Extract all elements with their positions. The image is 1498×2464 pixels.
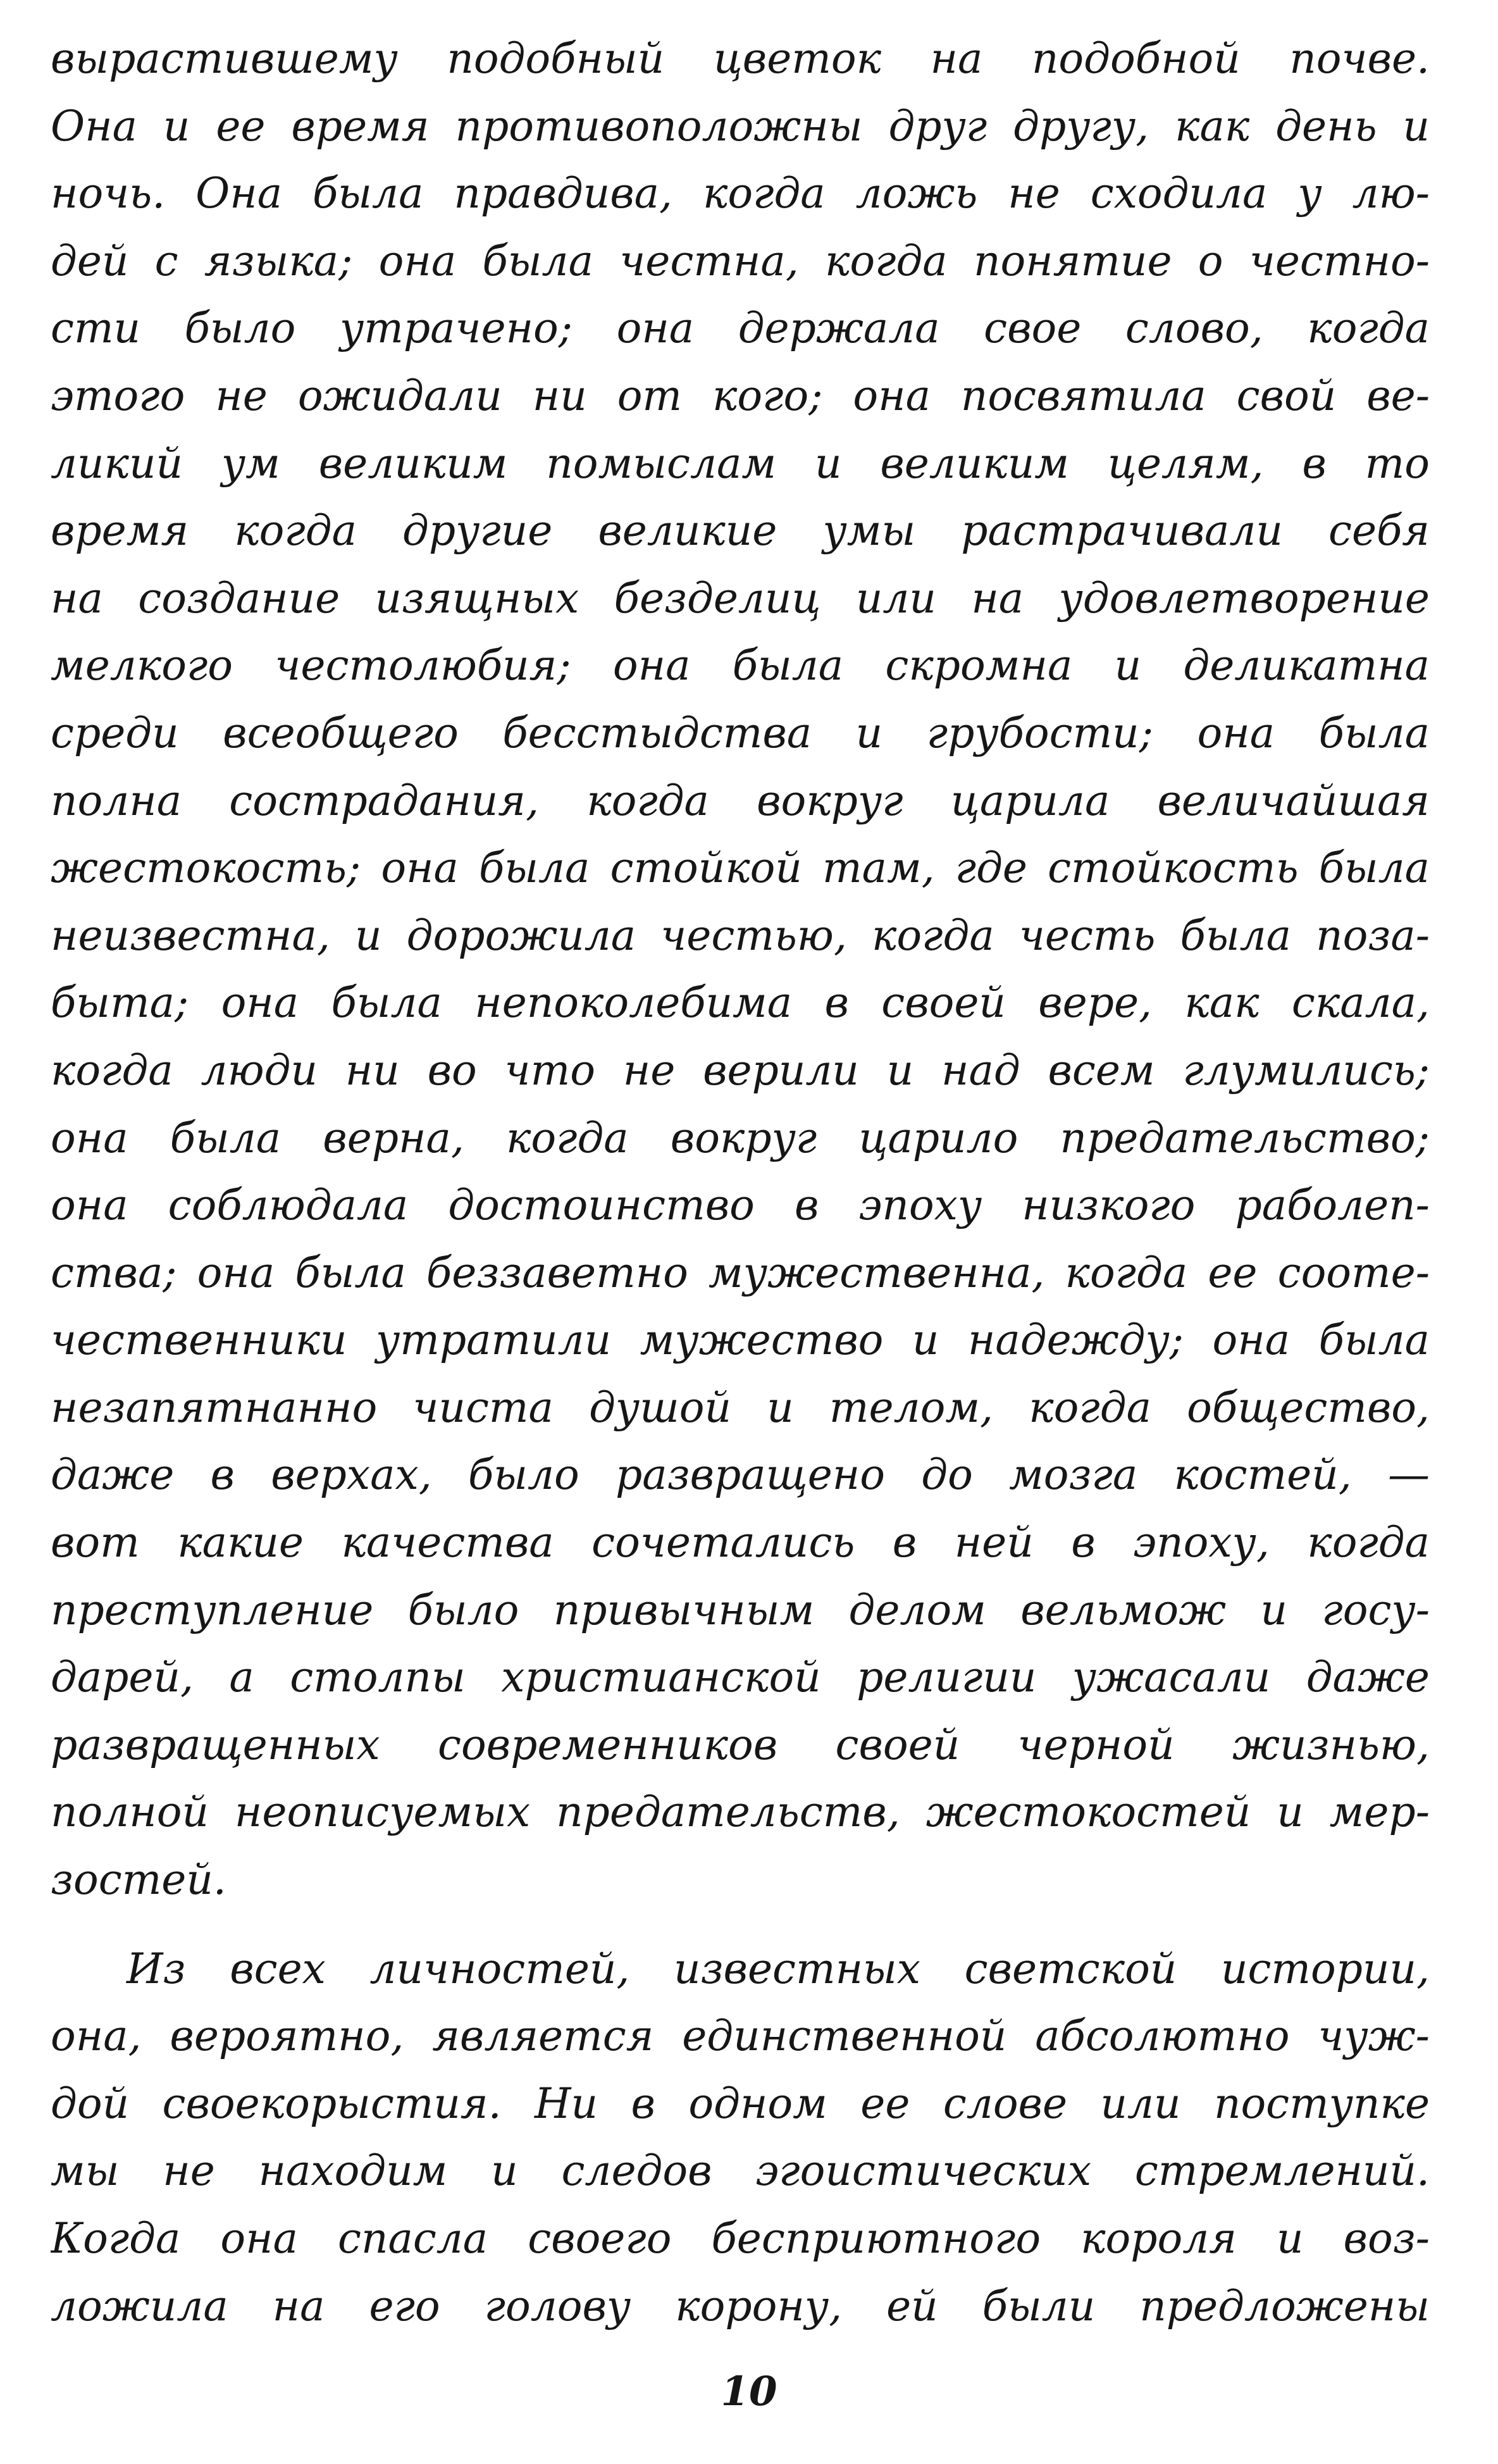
text-line: жестокость; она была стойкой там, где стойкость была xyxy=(51,843,1430,893)
text-line: дей с языка; она была честна, когда понятие о честно- xyxy=(51,236,1430,285)
text-line: незапятнанно чиста душой и телом, когда общество, xyxy=(51,1383,1430,1432)
text-line: она была верна, когда вокруг царило предательство; xyxy=(51,1113,1430,1162)
page-text xyxy=(51,25,1430,2340)
text-line: вот какие качества сочетались в ней в эпоху, когда xyxy=(51,1518,1430,1567)
book-page xyxy=(51,25,1430,2405)
text-line: сти было утрачено; она держала свое слово, когда xyxy=(51,304,1430,353)
page-number: 10 xyxy=(721,2368,777,2415)
paragraph xyxy=(51,25,1430,1914)
text-line: дарей, а столпы христианской религии ужасали даже xyxy=(51,1653,1430,1702)
text-line: когда люди ни во что не верили и над всем глумились; xyxy=(51,1045,1430,1095)
text-line: время когда другие великие умы растрачивали себя xyxy=(51,506,1430,556)
text-line: она соблюдала достоинство в эпоху низкого раболеп- xyxy=(51,1181,1430,1230)
text-line: вырастившему подобный цветок на подобной почве. xyxy=(51,34,1430,83)
text-line: мы не находим и следов эгоистических стремлений. xyxy=(51,2146,1430,2196)
text-line: среди всеобщего бесстыдства и грубости; она была xyxy=(51,708,1430,757)
text-line: мелкого честолюбия; она была скромна и деликатна xyxy=(51,641,1430,690)
text-line: полна сострадания, когда вокруг царила величайшая xyxy=(51,776,1430,825)
text-line: ства; она была беззаветно мужественна, когда ее сооте- xyxy=(51,1248,1430,1297)
text-line: чественники утратили мужество и надежду; она была xyxy=(51,1316,1430,1365)
text-line: быта; она была непоколебима в своей вере, как скала, xyxy=(51,978,1430,1028)
text-line: полной неописуемых предательств, жестокостей и мер- xyxy=(51,1788,1430,1837)
text-line: ложила на его голову корону, ей были предложены xyxy=(51,2281,1430,2330)
text-line: ликий ум великим помыслам и великим целям, в то xyxy=(51,439,1430,488)
text-line: Когда она спасла своего бесприютного короля и воз- xyxy=(51,2214,1430,2263)
text-line: зостей. xyxy=(51,1855,226,1905)
text-line: дой своекорыстия. Ни в одном ее слове или поступке xyxy=(51,2079,1430,2128)
text-line: развращенных современников своей черной жизнью, xyxy=(51,1720,1430,1769)
text-line: неизвестна, и дорожила честью, когда честь была поза- xyxy=(51,911,1430,960)
text-line: ночь. Она была правдива, когда ложь не сходила у лю- xyxy=(51,169,1430,218)
paragraph xyxy=(51,1936,1430,2341)
text-line: преступление было привычным делом вельмож и госу- xyxy=(51,1585,1430,1634)
paragraph-gap xyxy=(51,1914,1430,1936)
text-line: она, вероятно, является единственной абсолютно чуж- xyxy=(51,2012,1430,2061)
text-line: даже в верхах, было развращено до мозга костей, — xyxy=(51,1450,1430,1500)
text-line: Из всех личностей, известных светской истории, xyxy=(127,1944,1430,1993)
text-line: Она и ее время противоположны друг другу, как день и xyxy=(51,101,1430,151)
text-line: этого не ожидали ни от кого; она посвятила свой ве- xyxy=(51,371,1430,420)
text-line: на создание изящных безделиц или на удовлетворение xyxy=(51,573,1430,623)
